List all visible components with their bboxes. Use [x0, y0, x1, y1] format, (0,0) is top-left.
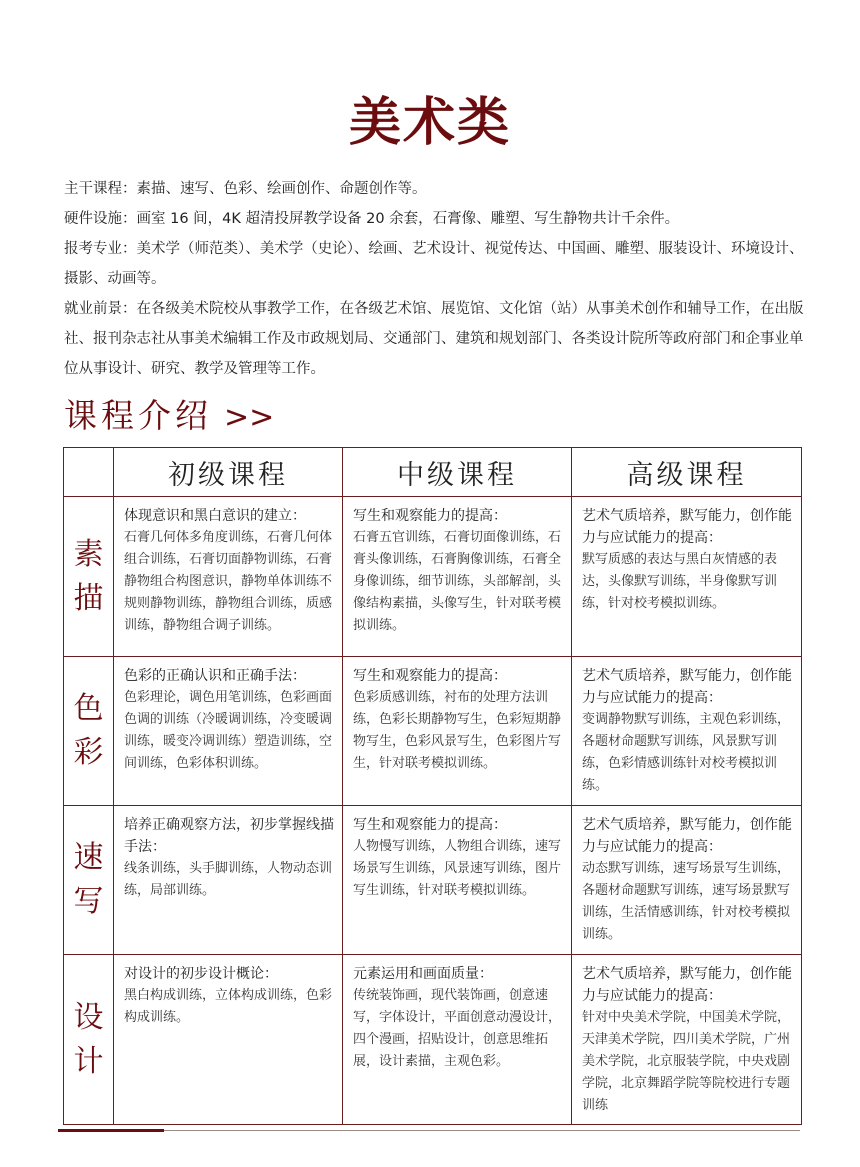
cell-lead: 艺术气质培养，默写能力，创作能力与应试能力的提高： [582, 966, 792, 1004]
cell-body: 动态默写训练，速写场景写生训练，各题材命题默写训练，速写场景默写训练，生活情感训练，针对校考模拟训练。 [582, 861, 791, 942]
cell-lead: 体现意识和黑白意识的建立： [124, 508, 306, 524]
cell-body: 针对中央美术学院，中国美术学院，天津美术学院，四川美术学院，广州美术学院，北京服装学院，中央戏剧学院，北京舞蹈学院等院校进行专题训练 [582, 1010, 791, 1113]
header-blank [64, 448, 114, 497]
category-quick-sketch [64, 806, 114, 955]
category-color [64, 657, 114, 806]
double-chevron-right-icon: >> [224, 400, 275, 435]
cell-body: 石膏几何体多角度训练，石膏几何体组合训练，石膏切面静物训练，石膏静物组合构图意识，静物单体训练不规则静物训练，静物组合训练，质感训练，静物组合调子训练。 [124, 530, 333, 633]
cell-body: 人物慢写训练，人物组合训练，速写场景写生训练，风景速写训练，图片写生训练，针对联考模拟训练。 [353, 839, 562, 898]
cell-body: 传统装饰画，现代装饰画，创意速写，字体设计，平面创意动漫设计，四个漫画，招贴设计，创意思维拓展，设计素描，主观色彩。 [353, 988, 562, 1069]
cell-lead: 写生和观察能力的提高： [353, 668, 507, 684]
cell-lead: 对设计的初步设计概论： [124, 966, 278, 982]
category-char: 素 [73, 536, 104, 572]
course-table [63, 447, 802, 1125]
footer-accent-bar [58, 1129, 164, 1132]
table-cell [572, 806, 802, 955]
cell-body: 黑白构成训练，立体构成训练，色彩构成训练。 [124, 988, 333, 1025]
table-row-design [64, 955, 802, 1125]
footer-divider [58, 1130, 800, 1131]
table-cell [572, 497, 802, 657]
table-row-quick-sketch [64, 806, 802, 955]
cell-lead: 艺术气质培养，默写能力，创作能力与应试能力的提高： [582, 668, 792, 706]
header-beginner: 初级课程 [114, 448, 343, 497]
category-char: 计 [73, 1043, 104, 1079]
cell-body: 默写质感的表达与黑白灰情感的表达，头像默写训练，半身像默写训练，针对校考模拟训练。 [582, 552, 778, 611]
category-char: 设 [73, 999, 104, 1035]
cell-lead: 元素运用和画面质量： [353, 966, 493, 982]
career-text: 就业前景：在各级美术院校从事教学工作，在各级艺术馆、展览馆、文化馆（站）从事美术创作和辅导工作，在出版社、报刊杂志社从事美术编辑工作及市政规划局、交通部门、建筑和规划部门、各类设计院所等政府部门和企事业单位从事设计、研究、教学及管理等工作。 [64, 301, 804, 377]
majors-text: 报考专业：美术学（师范类）、美术学（史论）、绘画、艺术设计、视觉传达、中国画、雕塑、服装设计、环境设计、摄影、动画等。 [64, 241, 804, 287]
cell-lead: 培养正确观察方法，初步掌握线描手法： [124, 817, 334, 855]
table-cell [343, 497, 572, 657]
cell-lead: 色彩的正确认识和正确手法： [124, 668, 306, 684]
category-design [64, 955, 114, 1125]
category-char: 写 [73, 884, 104, 919]
table-cell [114, 955, 343, 1125]
table-cell [572, 955, 802, 1125]
table-header-row [64, 448, 802, 497]
table-cell [343, 657, 572, 806]
category-char: 描 [73, 580, 104, 616]
cell-body: 色彩质感训练，衬布的处理方法训练，色彩长期静物写生，色彩短期静物写生，色彩风景写生，色彩图片写生，针对联考模拟训练。 [353, 690, 562, 771]
cell-body: 变调静物默写训练，主观色彩训练，各题材命题默写训练，风景默写训练，色彩情感训练针对校考模拟训练。 [582, 712, 791, 793]
category-char: 速 [73, 840, 104, 875]
section-heading-text: 课程介绍 [64, 396, 212, 435]
cell-lead: 写生和观察能力的提高： [353, 508, 507, 524]
table-row-sketch [64, 497, 802, 657]
facilities-text: 硬件设施：画室 16 间，4K 超清投屏教学设备 20 余套，石膏像、雕塑、写生静物共计千余件。 [64, 211, 680, 227]
header-advanced: 高级课程 [572, 448, 802, 497]
cell-lead: 写生和观察能力的提高： [353, 817, 507, 833]
intro-section [64, 174, 804, 384]
cell-lead: 艺术气质培养，默写能力，创作能力与应试能力的提高： [582, 817, 792, 855]
main-courses-text: 主干课程：素描、速写、色彩、绘画创作、命题创作等。 [64, 181, 427, 197]
category-sketch [64, 497, 114, 657]
header-intermediate: 中级课程 [343, 448, 572, 497]
table-cell [343, 806, 572, 955]
table-cell [343, 955, 572, 1125]
table-cell [114, 497, 343, 657]
table-cell [114, 657, 343, 806]
category-char: 彩 [73, 735, 104, 770]
section-heading [64, 392, 274, 442]
cell-body: 色彩理论，调色用笔训练，色彩画面色调的训练（冷暖调训练，冷变暖调训练，暖变冷调训练）塑造训练，空间训练，色彩体积训练。 [124, 690, 333, 771]
category-char: 色 [73, 691, 104, 726]
table-cell [114, 806, 343, 955]
page-title: 美术类 [348, 93, 511, 153]
cell-lead: 艺术气质培养，默写能力，创作能力与应试能力的提高： [582, 508, 792, 546]
cell-body: 线条训练，头手脚训练，人物动态训练，局部训练。 [124, 861, 333, 898]
cell-body: 石膏五官训练，石膏切面像训练，石膏头像训练，石膏胸像训练，石膏全身像训练，细节训练，头部解剖，头像结构素描，头像写生，针对联考模拟训练。 [353, 530, 562, 633]
table-row-color [64, 657, 802, 806]
table-cell [572, 657, 802, 806]
